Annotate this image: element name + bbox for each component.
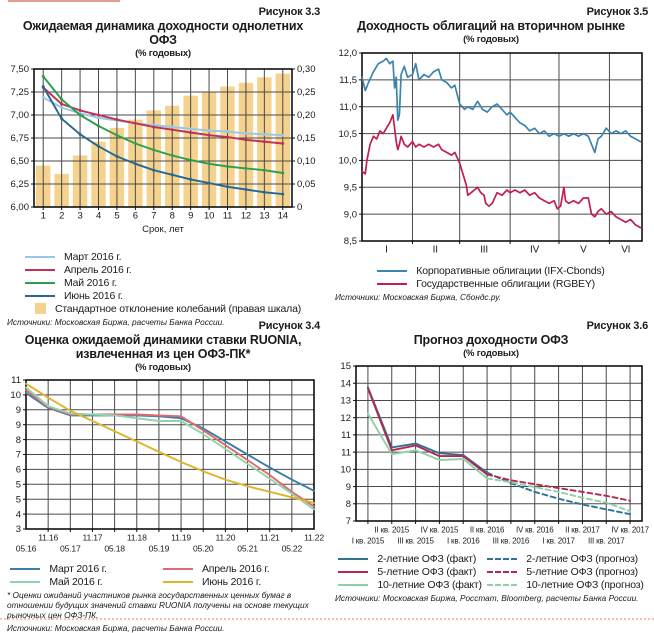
- svg-text:Срок, лет: Срок, лет: [142, 224, 184, 235]
- svg-text:7: 7: [15, 449, 21, 461]
- legend-label: 10-летние ОФЗ (факт): [377, 578, 482, 591]
- legend-item: [163, 562, 316, 575]
- svg-text:11.18: 11.18: [126, 532, 147, 543]
- page-edge-artifact: [8, 0, 120, 2]
- legend-label: Апрель 2016 г.: [201, 562, 270, 575]
- legend-label: 5-летние ОФЗ (прогноз): [526, 565, 638, 578]
- svg-text:10: 10: [10, 390, 21, 402]
- svg-text:14: 14: [277, 210, 288, 222]
- legend-label: Апрель 2016 г.: [63, 263, 132, 276]
- legend-items: [25, 250, 301, 315]
- line-swatch-icon: [377, 270, 407, 272]
- svg-text:11.21: 11.21: [259, 532, 280, 543]
- legend-item: [10, 562, 163, 575]
- svg-text:V: V: [580, 244, 587, 256]
- source-note: Источники: Московская Биржа, расчеты Банка России.: [7, 317, 225, 327]
- legend-label: 2-летние ОФЗ (факт): [377, 552, 477, 565]
- figure-number: Рисунок 3.6: [586, 320, 648, 332]
- legend-item: [10, 575, 163, 588]
- legend-label: Июнь 2016 г.: [63, 289, 123, 302]
- legend-item: [487, 578, 643, 591]
- legend-label: 2-летние ОФЗ (прогноз): [526, 552, 638, 565]
- svg-text:I кв. 2015: I кв. 2015: [351, 536, 385, 546]
- svg-text:9: 9: [15, 419, 21, 431]
- svg-text:12,0: 12,0: [338, 48, 357, 60]
- chart-canvas-fig-3-4: [4, 375, 322, 561]
- svg-text:11,0: 11,0: [339, 101, 357, 113]
- figure-3-6-block: [332, 320, 650, 603]
- svg-text:13: 13: [259, 210, 270, 222]
- svg-text:10,0: 10,0: [338, 155, 357, 167]
- svg-text:5: 5: [15, 494, 21, 506]
- chart-subtitle: (% годовых): [135, 48, 191, 59]
- legend-label: 5-летние ОФЗ (факт): [377, 565, 477, 578]
- line-swatch-icon: [487, 558, 517, 560]
- svg-text:IV кв. 2016: IV кв. 2016: [515, 525, 554, 535]
- svg-text:0,10: 0,10: [297, 156, 316, 168]
- line-swatch-icon: [377, 283, 407, 285]
- line-swatch-icon: [25, 295, 55, 297]
- svg-text:II кв. 2015: II кв. 2015: [374, 525, 409, 535]
- svg-text:6,50: 6,50: [10, 156, 29, 168]
- svg-text:10: 10: [203, 210, 215, 222]
- svg-text:III: III: [480, 244, 488, 256]
- chart-subtitle: (% годовых): [135, 362, 191, 373]
- svg-text:6: 6: [15, 464, 21, 476]
- svg-text:1: 1: [40, 210, 46, 222]
- svg-text:05.22: 05.22: [281, 543, 303, 554]
- svg-text:05.21: 05.21: [237, 543, 258, 554]
- legend-item: [338, 565, 487, 578]
- svg-text:9: 9: [345, 481, 351, 493]
- svg-text:9,5: 9,5: [343, 182, 357, 194]
- legend-item: [338, 552, 487, 565]
- svg-text:0,15: 0,15: [297, 133, 316, 145]
- legend-label: Май 2016 г.: [49, 575, 103, 588]
- svg-text:11.22: 11.22: [304, 532, 324, 543]
- svg-text:0,20: 0,20: [297, 110, 316, 122]
- svg-text:I: I: [385, 244, 388, 256]
- line-swatch-icon: [338, 558, 368, 560]
- svg-text:8: 8: [345, 498, 351, 510]
- svg-text:6,00: 6,00: [10, 202, 29, 214]
- svg-text:7: 7: [151, 210, 157, 222]
- svg-text:12: 12: [240, 210, 252, 222]
- svg-text:9: 9: [15, 405, 21, 416]
- chart-subtitle: (% годовых): [463, 348, 519, 359]
- legend-item: [487, 552, 643, 565]
- svg-text:05.20: 05.20: [192, 543, 214, 554]
- svg-text:05.17: 05.17: [60, 543, 81, 554]
- svg-text:II кв. 2017: II кв. 2017: [565, 525, 600, 535]
- svg-text:11.17: 11.17: [82, 532, 103, 543]
- svg-text:IV кв. 2017: IV кв. 2017: [611, 525, 649, 535]
- svg-text:11: 11: [341, 430, 351, 442]
- chart-subtitle: (% годовых): [463, 34, 519, 45]
- svg-text:8,5: 8,5: [343, 236, 357, 248]
- svg-text:III кв. 2015: III кв. 2015: [397, 536, 434, 546]
- figure-3-5-block: [332, 6, 650, 302]
- svg-text:6,75: 6,75: [10, 133, 29, 145]
- svg-text:11.16: 11.16: [38, 532, 59, 543]
- page-edge-artifact: [0, 618, 654, 620]
- svg-text:10,5: 10,5: [338, 128, 357, 140]
- svg-text:10: 10: [340, 464, 351, 476]
- svg-text:7,25: 7,25: [10, 87, 29, 99]
- line-swatch-icon: [487, 571, 517, 573]
- chart-canvas-fig-3-3: [4, 61, 322, 249]
- svg-text:05.16: 05.16: [15, 543, 37, 554]
- svg-text:05.19: 05.19: [148, 543, 170, 554]
- legend-label: Март 2016 г.: [49, 562, 107, 575]
- chart-title: Доходность облигаций на вторичном рынке: [357, 19, 625, 33]
- svg-text:II: II: [432, 244, 438, 256]
- svg-text:7: 7: [345, 516, 351, 528]
- svg-text:9: 9: [188, 210, 194, 222]
- legend-label: Март 2016 г.: [63, 250, 122, 263]
- svg-text:0,25: 0,25: [297, 87, 316, 99]
- legend-item: [25, 289, 301, 302]
- legend-item: [25, 276, 301, 289]
- svg-text:3: 3: [15, 524, 21, 536]
- line-swatch-icon: [25, 256, 55, 258]
- chart-title: Прогноз доходности ОФЗ: [413, 333, 569, 347]
- legend-item: [25, 302, 301, 315]
- svg-text:11: 11: [11, 375, 21, 387]
- svg-text:IV: IV: [530, 244, 540, 256]
- legend-label: Июнь 2016 г.: [201, 575, 261, 588]
- svg-text:15: 15: [340, 361, 351, 373]
- svg-text:11,5: 11,5: [339, 75, 357, 87]
- legend-items: [338, 552, 643, 591]
- svg-text:I кв. 2017: I кв. 2017: [542, 536, 575, 546]
- footnote: * Оценки ожиданий участников рынка государственных ценных бумаг в отношении будущих значений ставки RUONIA получены на основе текущих рыночных цен ОФЗ-ПК.: [7, 590, 309, 620]
- svg-text:11.20: 11.20: [215, 532, 236, 543]
- line-swatch-icon: [338, 584, 368, 586]
- svg-text:5: 5: [114, 210, 120, 222]
- svg-text:4: 4: [15, 509, 21, 521]
- legend-item: [377, 277, 604, 290]
- legend-item: [25, 250, 301, 263]
- figure-3-4-block: [4, 320, 322, 633]
- legend-item: [338, 578, 487, 591]
- svg-text:11: 11: [222, 210, 233, 222]
- svg-text:I кв. 2016: I кв. 2016: [447, 536, 480, 546]
- line-swatch-icon: [10, 568, 40, 570]
- line-swatch-icon: [163, 581, 193, 583]
- svg-text:VI: VI: [621, 244, 631, 256]
- legend-item: [487, 565, 643, 578]
- legend-items: [377, 264, 604, 290]
- svg-text:6,25: 6,25: [10, 179, 29, 191]
- source-note: Источники: Московская Биржа, расчеты Банка России.: [7, 622, 225, 633]
- chart-canvas-fig-3-5: [332, 47, 650, 263]
- svg-text:9,0: 9,0: [343, 209, 357, 221]
- svg-text:11: 11: [341, 447, 351, 459]
- figure-3-3-block: [4, 6, 322, 327]
- svg-text:6: 6: [132, 210, 138, 222]
- bar-swatch-icon: [35, 303, 46, 314]
- svg-text:12: 12: [340, 412, 351, 424]
- svg-text:3: 3: [77, 210, 83, 222]
- legend-item: [25, 263, 301, 276]
- legend-items: [10, 562, 315, 588]
- svg-text:0,05: 0,05: [297, 179, 316, 191]
- svg-text:05.18: 05.18: [104, 543, 125, 554]
- line-swatch-icon: [25, 282, 55, 284]
- svg-text:0,30: 0,30: [297, 64, 316, 76]
- legend: [332, 264, 650, 290]
- legend-label: Корпоративные облигации (IFX-Cbonds): [416, 264, 605, 277]
- svg-text:4: 4: [95, 210, 102, 222]
- chart-title: Оценка ожидаемой динамики ставки RUONIA, извлеченная из цен ОФЗ-ПК*: [24, 333, 302, 361]
- legend-item: [377, 264, 604, 277]
- svg-text:11.19: 11.19: [171, 532, 192, 543]
- svg-text:5: 5: [15, 479, 21, 491]
- source-note: Источники: Московская Биржа, Сбондс.ру.: [335, 292, 502, 302]
- source-note: Источники: Московская Биржа, Росстат, Bloomberg, расчеты Банка России.: [335, 593, 639, 603]
- legend-label: Май 2016 г.: [63, 276, 117, 289]
- svg-text:III кв. 2017: III кв. 2017: [588, 536, 625, 546]
- svg-text:III кв. 2016: III кв. 2016: [492, 536, 530, 546]
- svg-text:0: 0: [297, 202, 303, 214]
- line-swatch-icon: [338, 571, 368, 573]
- legend: [4, 250, 322, 315]
- figure-number: Рисунок 3.4: [258, 320, 320, 332]
- svg-text:13: 13: [340, 395, 351, 407]
- legend: [4, 562, 322, 588]
- line-swatch-icon: [487, 584, 517, 586]
- svg-text:2: 2: [59, 210, 65, 222]
- chart-canvas-fig-3-6: [332, 361, 650, 551]
- svg-text:7,50: 7,50: [10, 64, 29, 76]
- legend-item: [163, 575, 316, 588]
- svg-text:IV кв. 2015: IV кв. 2015: [420, 525, 459, 535]
- line-swatch-icon: [163, 568, 193, 570]
- line-swatch-icon: [10, 581, 40, 583]
- svg-text:II кв. 2016: II кв. 2016: [469, 525, 505, 535]
- svg-text:14: 14: [340, 378, 351, 390]
- chart-title: Ожидаемая динамика доходности однолетних ОФЗ: [22, 19, 304, 47]
- figure-number: Рисунок 3.3: [258, 6, 320, 18]
- line-swatch-icon: [25, 269, 55, 271]
- svg-text:8: 8: [15, 434, 21, 446]
- figure-number: Рисунок 3.5: [586, 6, 648, 18]
- legend-label: Стандартное отклонение колебаний (правая шкала): [54, 302, 302, 315]
- legend: [332, 552, 650, 591]
- legend-label: Государственные облигации (RGBEY): [416, 277, 595, 290]
- legend-label: 10-летние ОФЗ (прогноз): [526, 578, 644, 591]
- svg-text:8: 8: [169, 210, 175, 222]
- svg-text:7,00: 7,00: [10, 110, 29, 122]
